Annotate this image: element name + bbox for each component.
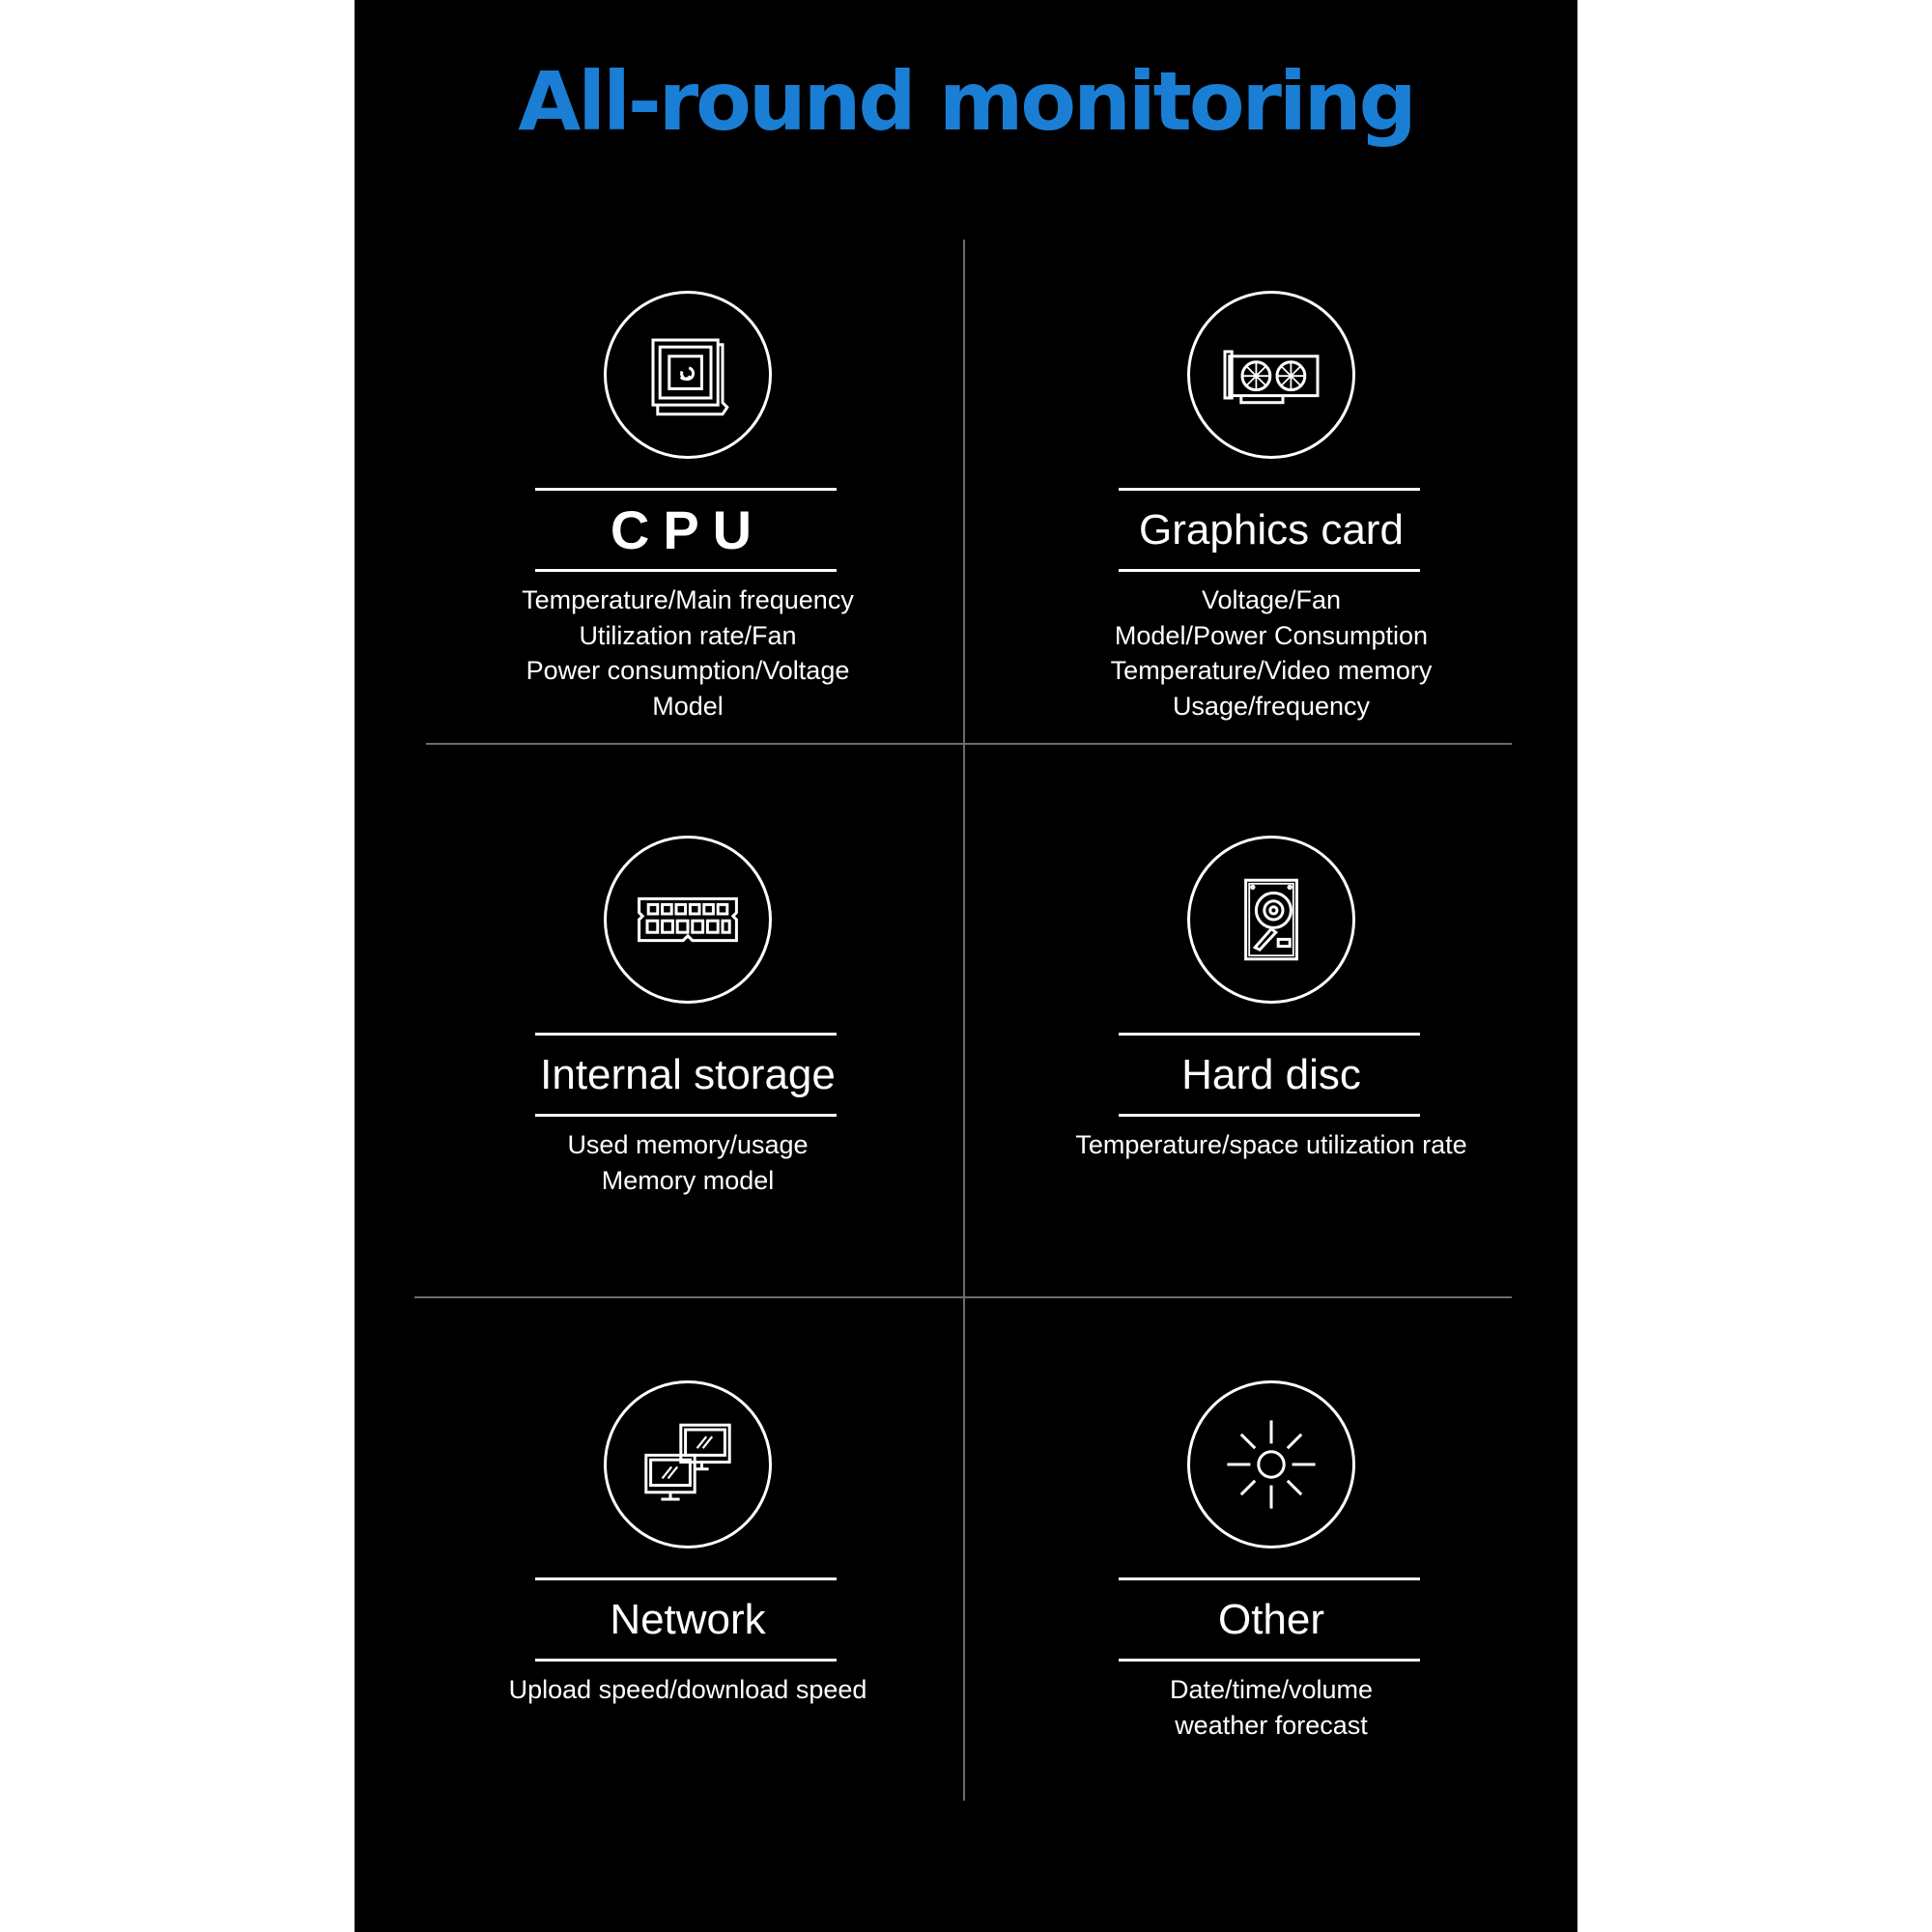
desc-line: Utilization rate/Fan: [579, 620, 797, 650]
feature-title: Internal storage: [540, 1051, 836, 1098]
sun-icon: [1213, 1406, 1329, 1522]
feature-panel: [355, 0, 1577, 1932]
feature-description: [1001, 1672, 1542, 1743]
title-rule-bottom: [1119, 569, 1420, 572]
desc-line: Usage/frequency: [1172, 691, 1371, 721]
desc-line: weather forecast: [1175, 1710, 1368, 1740]
desc-line: Model: [652, 691, 724, 721]
feature-title: Graphics card: [1139, 506, 1404, 554]
icon-circle: [1187, 836, 1355, 1004]
network-computers-icon: [630, 1406, 746, 1522]
feature-description: [417, 582, 958, 724]
title-rule-top: [1119, 1577, 1420, 1580]
feature-title: Network: [610, 1596, 766, 1643]
title-rule-bottom: [535, 569, 837, 572]
graphics-card-icon: [1213, 317, 1329, 433]
horizontal-divider-2: [414, 1296, 1512, 1298]
page-title: All-round monitoring: [518, 54, 1414, 149]
title-rule-top: [535, 488, 837, 491]
desc-line: Upload speed/download speed: [508, 1675, 867, 1704]
feature-title: CPU: [610, 499, 766, 560]
feature-title: Other: [1217, 1596, 1325, 1643]
desc-line: Temperature/Video memory: [1110, 656, 1433, 685]
feature-title: Hard disc: [1181, 1051, 1361, 1098]
desc-line: Temperature/Main frequency: [522, 585, 854, 614]
title-rule-bottom: [1119, 1114, 1420, 1117]
horizontal-divider-1: [426, 743, 1512, 745]
vertical-divider: [963, 240, 965, 1801]
icon-circle: [1187, 291, 1355, 459]
desc-line: Memory model: [601, 1165, 775, 1195]
hard-disk-icon: [1213, 862, 1329, 978]
title-rule-bottom: [1119, 1659, 1420, 1662]
title-rule-bottom: [535, 1659, 837, 1662]
memory-module-icon: [630, 862, 746, 978]
feature-description: [417, 1672, 958, 1708]
desc-line: Power consumption/Voltage: [526, 656, 850, 685]
title-rule-top: [1119, 1033, 1420, 1036]
title-rule-top: [1119, 488, 1420, 491]
feature-description: [1001, 582, 1542, 724]
icon-circle: [1187, 1380, 1355, 1548]
title-rule-bottom: [535, 1114, 837, 1117]
icon-circle: [604, 1380, 772, 1548]
desc-line: Date/time/volume: [1169, 1675, 1374, 1704]
cpu-icon: [630, 317, 746, 433]
feature-description: [1001, 1127, 1542, 1163]
icon-circle: [604, 291, 772, 459]
feature-description: [417, 1127, 958, 1198]
icon-circle: [604, 836, 772, 1004]
title-rule-top: [535, 1033, 837, 1036]
desc-line: Temperature/space utilization rate: [1075, 1130, 1467, 1159]
desc-line: Used memory/usage: [567, 1130, 809, 1159]
desc-line: Voltage/Fan: [1201, 585, 1342, 614]
title-rule-top: [535, 1577, 837, 1580]
desc-line: Model/Power Consumption: [1114, 620, 1429, 650]
